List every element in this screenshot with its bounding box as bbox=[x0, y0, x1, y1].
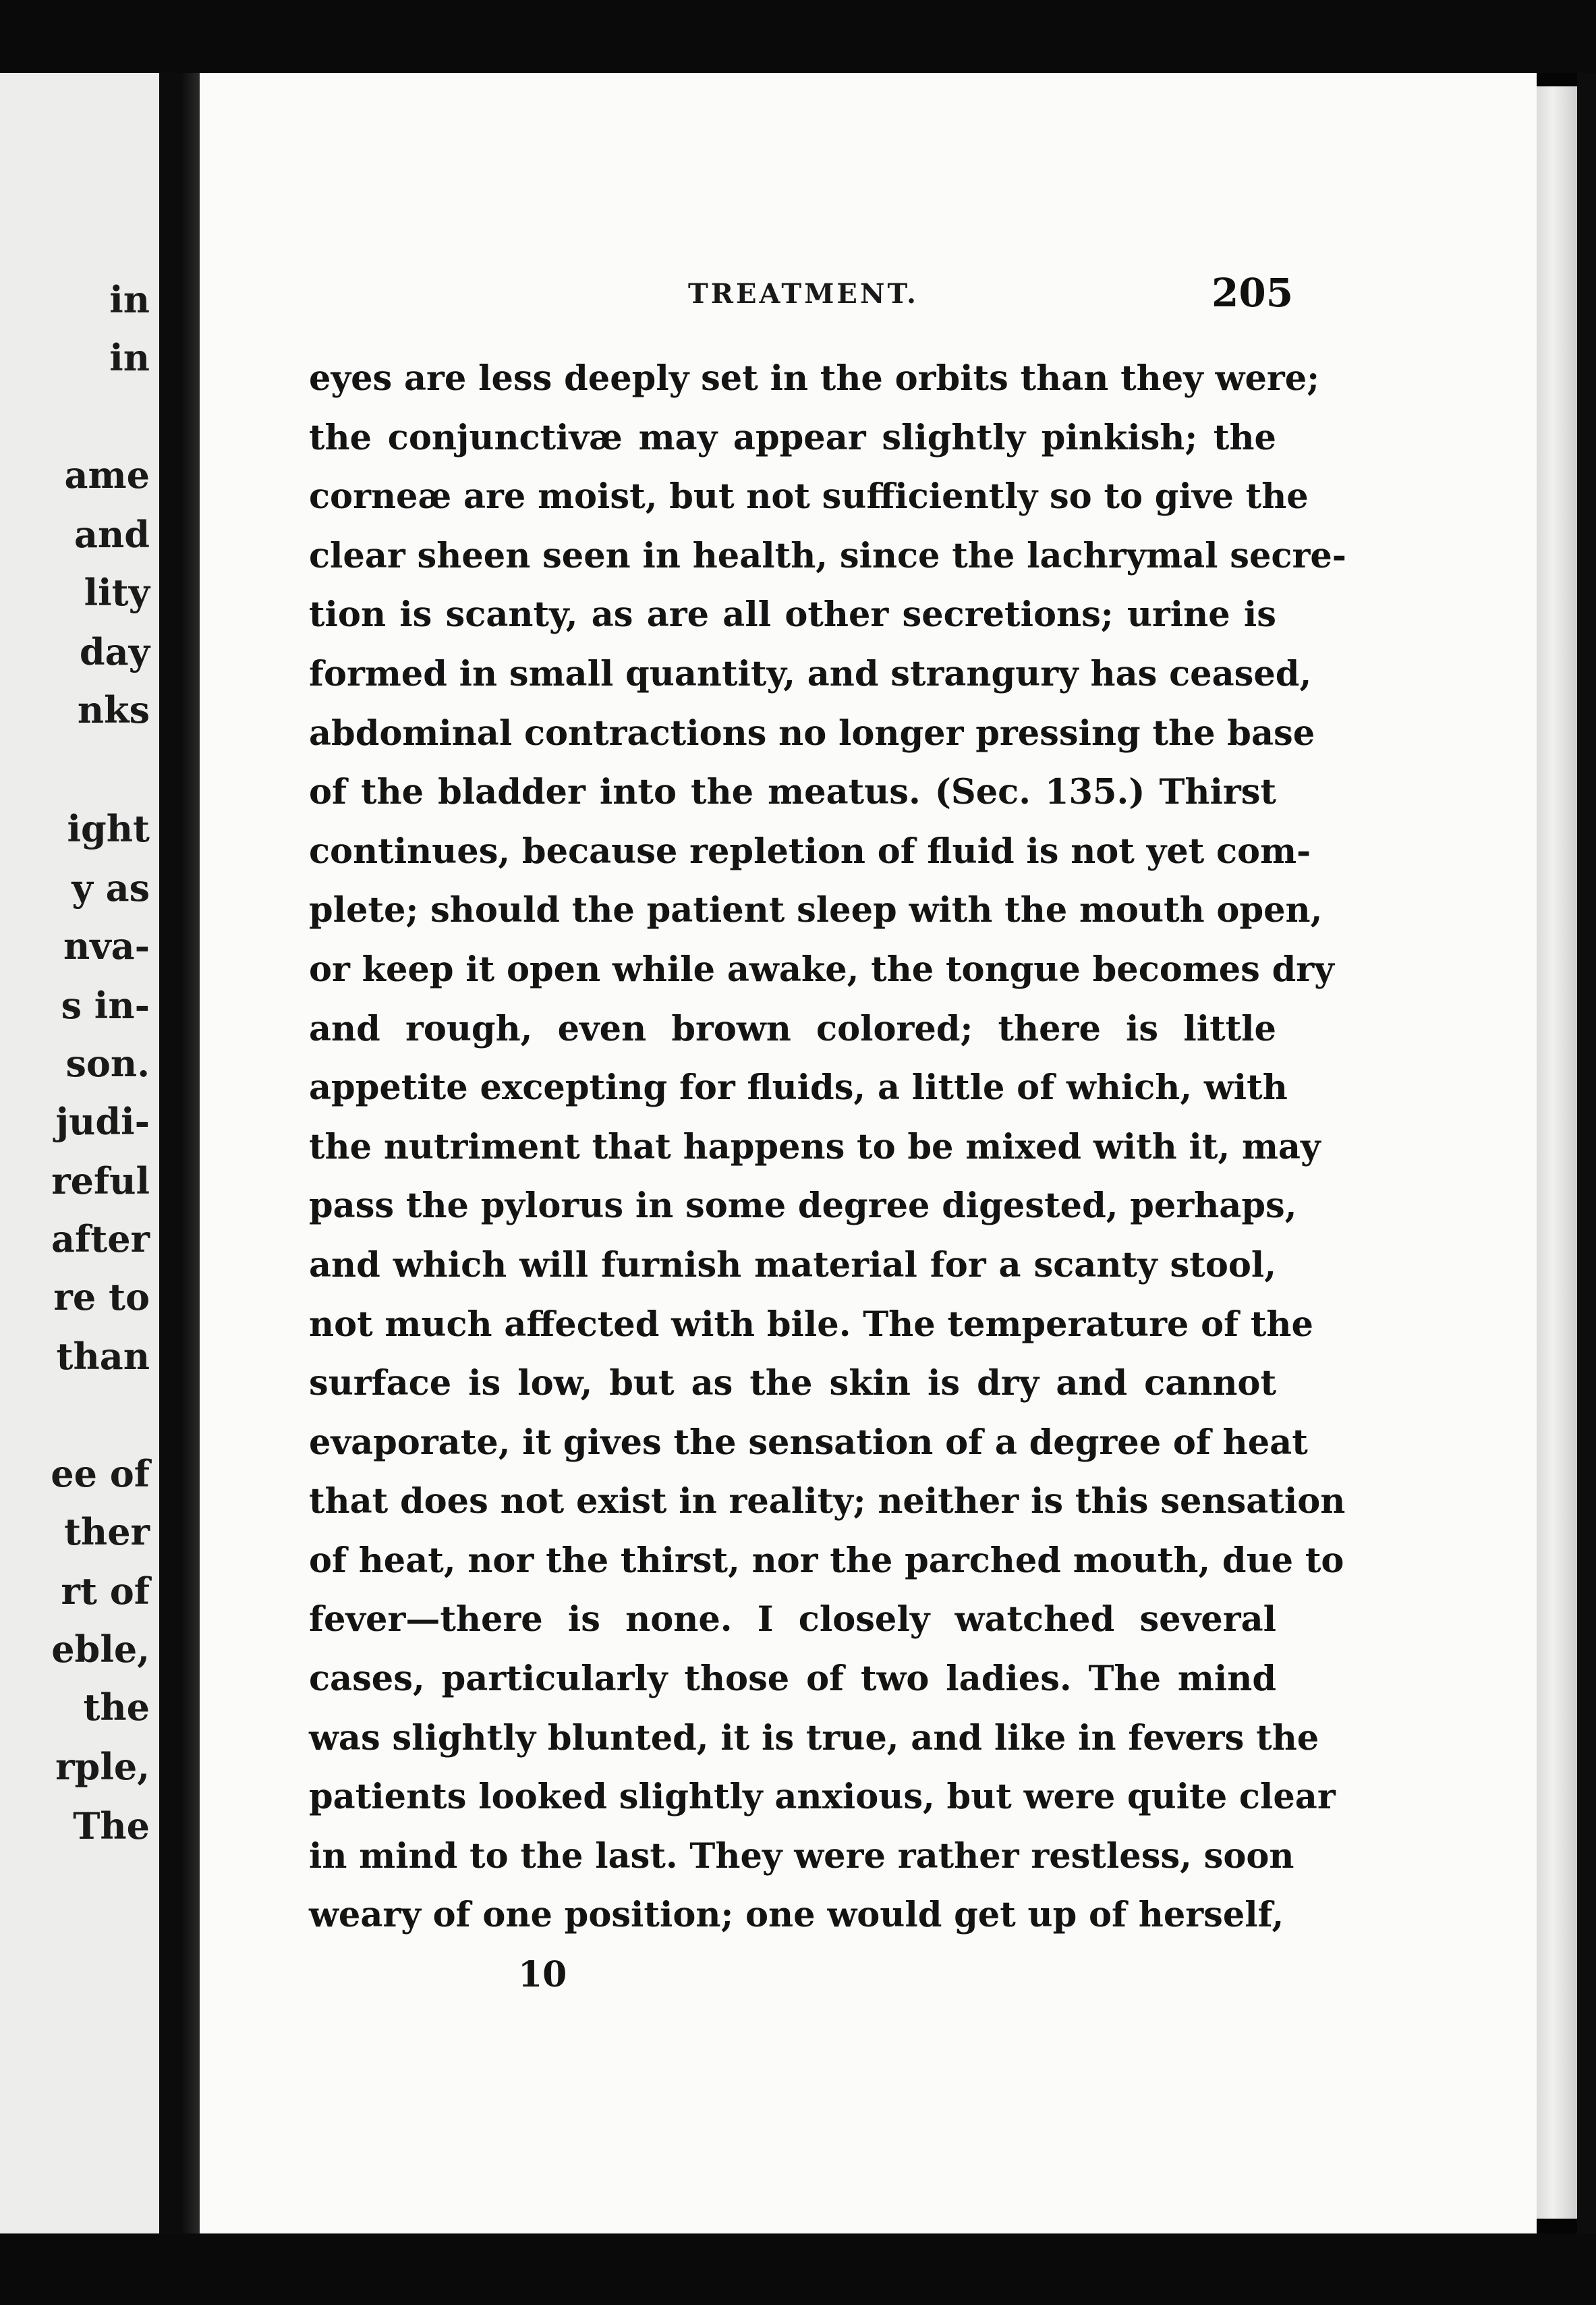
text-line: fever—there is none. I closely watched several bbox=[309, 1599, 1276, 1640]
left-page-fragment: than bbox=[56, 1335, 150, 1378]
left-page-fragment: re to bbox=[53, 1275, 150, 1318]
text-line: was slightly blunted, it is true, and like in fevers the bbox=[309, 1717, 1319, 1758]
left-page-fragment: nks bbox=[77, 688, 150, 731]
text-line: evaporate, it gives the sensation of a degree of heat bbox=[309, 1422, 1308, 1463]
text-line: formed in small quantity, and strangury has ceased, bbox=[309, 653, 1312, 694]
left-page-fragment: and bbox=[74, 513, 150, 556]
page-edge bbox=[1537, 86, 1577, 2219]
left-page-fragment: The bbox=[73, 1804, 150, 1848]
text-line: that does not exist in reality; neither is this sensation bbox=[309, 1481, 1346, 1522]
book-spine bbox=[159, 73, 200, 2233]
text-line: of the bladder into the meatus. (Sec. 135.) Thirst bbox=[309, 772, 1276, 813]
left-page-fragment: rple, bbox=[55, 1745, 150, 1788]
left-page-fragment: y as bbox=[72, 866, 150, 910]
text-line: in mind to the last. They were rather restless, soon bbox=[309, 1835, 1294, 1877]
scan-top-border bbox=[0, 0, 1596, 73]
text-line: surface is low, but as the skin is dry and cannot bbox=[309, 1363, 1276, 1404]
left-page-fragment: rt of bbox=[61, 1570, 150, 1613]
text-line: the nutriment that happens to be mixed with it, may bbox=[309, 1126, 1321, 1167]
text-line: the conjunctivæ may appear slightly pinkish; the bbox=[309, 417, 1276, 458]
left-page-fragment: ame bbox=[64, 453, 150, 497]
left-page bbox=[0, 73, 159, 2233]
left-page-fragment: eble, bbox=[51, 1628, 150, 1671]
text-line: of heat, nor the thirst, nor the parched mouth, due to bbox=[309, 1540, 1344, 1581]
text-line: tion is scanty, as are all other secretions; urine is bbox=[309, 594, 1276, 636]
text-line: eyes are less deeply set in the orbits than they were; bbox=[309, 358, 1320, 399]
left-page-fragment: ee of bbox=[51, 1452, 150, 1495]
text-line: corneæ are moist, but not sufficiently so to give the bbox=[309, 476, 1309, 518]
scan-bottom-border bbox=[0, 2233, 1596, 2305]
left-page-fragment: ther bbox=[63, 1510, 150, 1553]
left-page-fragment: in bbox=[109, 278, 150, 321]
text-line: not much affected with bile. The temperature of the bbox=[309, 1304, 1313, 1345]
left-page-fragment: day bbox=[79, 630, 150, 673]
text-line: plete; should the patient sleep with the mouth open, bbox=[309, 890, 1323, 931]
running-head: TREATMENT. bbox=[688, 278, 919, 310]
text-line: abdominal contractions no longer pressing the base bbox=[309, 713, 1315, 754]
text-line: appetite excepting for fluids, a little of which, with bbox=[309, 1067, 1288, 1109]
text-line: or keep it open while awake, the tongue becomes dry bbox=[309, 949, 1334, 990]
left-page-fragment: judi- bbox=[55, 1100, 150, 1143]
text-line: pass the pylorus in some degree digested, perhaps, bbox=[309, 1186, 1297, 1227]
left-page-fragment: after bbox=[51, 1217, 150, 1260]
page-number: 205 bbox=[1212, 270, 1294, 316]
body-text bbox=[309, 350, 1346, 1945]
left-page-fragment: reful bbox=[51, 1159, 150, 1202]
text-line: continues, because repletion of fluid is not yet com- bbox=[309, 831, 1311, 872]
text-line: patients looked slightly anxious, but were quite clear bbox=[309, 1777, 1336, 1818]
left-page-fragment: the bbox=[83, 1686, 150, 1729]
text-line: weary of one position; one would get up of herself, bbox=[309, 1895, 1284, 1936]
text-line: cases, particularly those of two ladies. The mind bbox=[309, 1659, 1276, 1700]
signature-mark: 10 bbox=[518, 1954, 567, 1995]
left-page-fragment: in bbox=[109, 336, 150, 379]
left-page-fragment: lity bbox=[84, 571, 150, 614]
text-line: and rough, even brown colored; there is little bbox=[309, 1008, 1276, 1049]
scan-right-border bbox=[1577, 73, 1596, 2233]
left-page-fragment: son. bbox=[65, 1042, 150, 1085]
left-page-fragment: ight bbox=[67, 807, 150, 850]
text-line: and which will furnish material for a scanty stool, bbox=[309, 1244, 1276, 1285]
text-line: clear sheen seen in health, since the lachrymal secre- bbox=[309, 535, 1346, 576]
left-page-fragment: nva- bbox=[63, 924, 150, 968]
left-page-fragment: s in- bbox=[61, 984, 150, 1027]
